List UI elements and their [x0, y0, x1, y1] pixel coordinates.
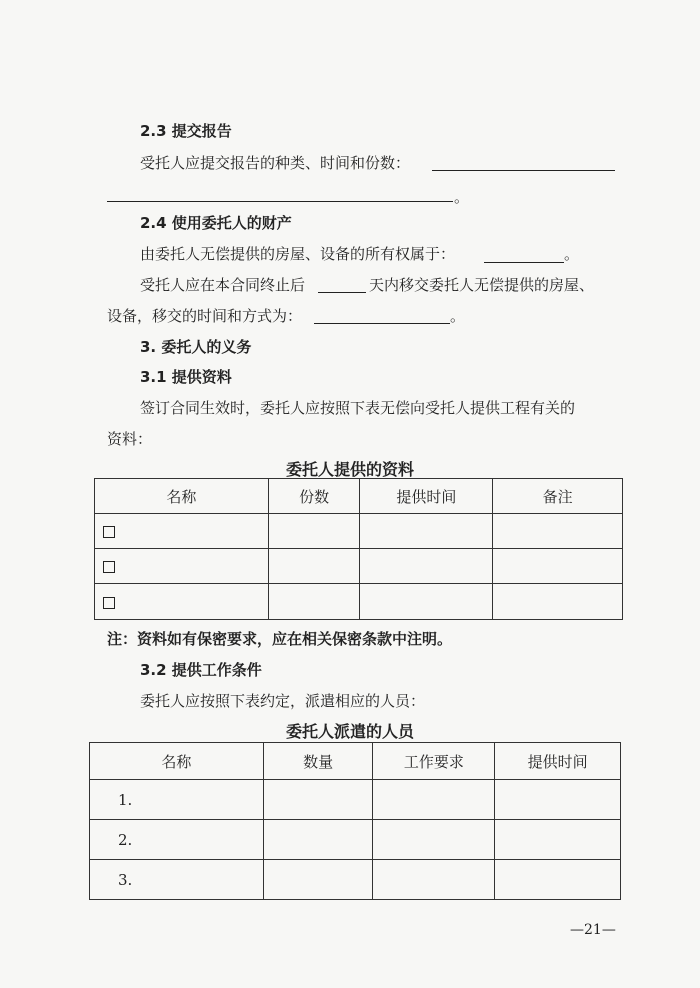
- data-table-header-name: 名称: [95, 479, 269, 514]
- table-row-number: 2.: [90, 820, 264, 860]
- personnel-table-header-name: 名称: [90, 743, 264, 780]
- table-row-number: 3.: [90, 860, 264, 900]
- provide-data-paragraph-line-2: 资料：: [107, 430, 153, 448]
- handover-method-end: 。: [450, 307, 466, 325]
- property-ownership-blank[interactable]: [484, 262, 564, 263]
- personnel-table-header-quantity: 数量: [263, 743, 373, 780]
- data-table: [94, 478, 623, 620]
- table-cell: [95, 514, 269, 549]
- handover-days-label: 受托人应在本合同终止后: [140, 276, 306, 294]
- table-cell: [95, 549, 269, 584]
- report-types-label: 受托人应提交报告的种类、时间和份数：: [140, 154, 411, 172]
- table-row: [95, 514, 623, 549]
- table-cell[interactable]: [373, 820, 495, 860]
- checkbox[interactable]: [103, 561, 115, 573]
- checkbox[interactable]: [103, 526, 115, 538]
- table-cell[interactable]: [360, 514, 493, 549]
- personnel-table-header-requirements: 工作要求: [373, 743, 495, 780]
- handover-method-blank[interactable]: [314, 323, 450, 324]
- table-row-number: 1.: [90, 780, 264, 820]
- table-cell[interactable]: [268, 549, 360, 584]
- table-cell[interactable]: [263, 820, 373, 860]
- confidentiality-note: 注：资料如有保密要求，应在相关保密条款中注明。: [107, 630, 453, 648]
- table-row: [90, 860, 621, 900]
- table-cell[interactable]: [495, 780, 621, 820]
- report-types-blank-2[interactable]: [107, 201, 453, 202]
- table-cell[interactable]: [493, 549, 623, 584]
- table-cell: [95, 584, 269, 620]
- table-cell[interactable]: [263, 780, 373, 820]
- handover-days-blank[interactable]: [318, 292, 366, 293]
- table-cell[interactable]: [493, 584, 623, 620]
- table-cell[interactable]: [373, 860, 495, 900]
- table-cell[interactable]: [493, 514, 623, 549]
- section-3-1-heading: 3.1 提供资料: [140, 368, 232, 386]
- report-types-blank-1[interactable]: [432, 170, 615, 171]
- section-3-heading: 3. 委托人的义务: [140, 338, 252, 356]
- table-row: [95, 584, 623, 620]
- provide-data-paragraph-line-1: 签订合同生效时，委托人应按照下表无偿向受托人提供工程有关的: [140, 399, 576, 417]
- table-cell[interactable]: [263, 860, 373, 900]
- table-cell[interactable]: [360, 584, 493, 620]
- handover-method-label: 设备，移交的时间和方式为：: [107, 307, 303, 325]
- table-cell[interactable]: [373, 780, 495, 820]
- data-table-header-time: 提供时间: [360, 479, 493, 514]
- property-ownership-end: 。: [564, 245, 580, 263]
- property-ownership-label: 由委托人无偿提供的房屋、设备的所有权属于：: [140, 245, 456, 263]
- data-table-header-copies: 份数: [268, 479, 360, 514]
- section-2-4-heading: 2.4 使用委托人的财产: [140, 214, 292, 232]
- table-row: [90, 820, 621, 860]
- checkbox[interactable]: [103, 597, 115, 609]
- table-cell[interactable]: [495, 860, 621, 900]
- table-cell[interactable]: [268, 584, 360, 620]
- page-number: —21—: [570, 922, 616, 938]
- table-cell[interactable]: [268, 514, 360, 549]
- table-row: [90, 780, 621, 820]
- table-row: [95, 549, 623, 584]
- table-cell[interactable]: [360, 549, 493, 584]
- handover-items-text: 天内移交委托人无偿提供的房屋、: [369, 276, 595, 294]
- data-table-header-remarks: 备注: [493, 479, 623, 514]
- personnel-table-header-time: 提供时间: [495, 743, 621, 780]
- section-3-2-heading: 3.2 提供工作条件: [140, 661, 262, 679]
- personnel-table-title: 委托人派遣的人员: [285, 722, 414, 741]
- table-cell[interactable]: [495, 820, 621, 860]
- personnel-table: [89, 742, 621, 900]
- assign-personnel-paragraph: 委托人应按照下表约定，派遣相应的人员：: [140, 692, 426, 710]
- section-2-3-heading: 2.3 提交报告: [140, 122, 232, 140]
- data-table-title: 委托人提供的资料: [285, 460, 414, 479]
- report-types-end-mark: 。: [454, 188, 470, 206]
